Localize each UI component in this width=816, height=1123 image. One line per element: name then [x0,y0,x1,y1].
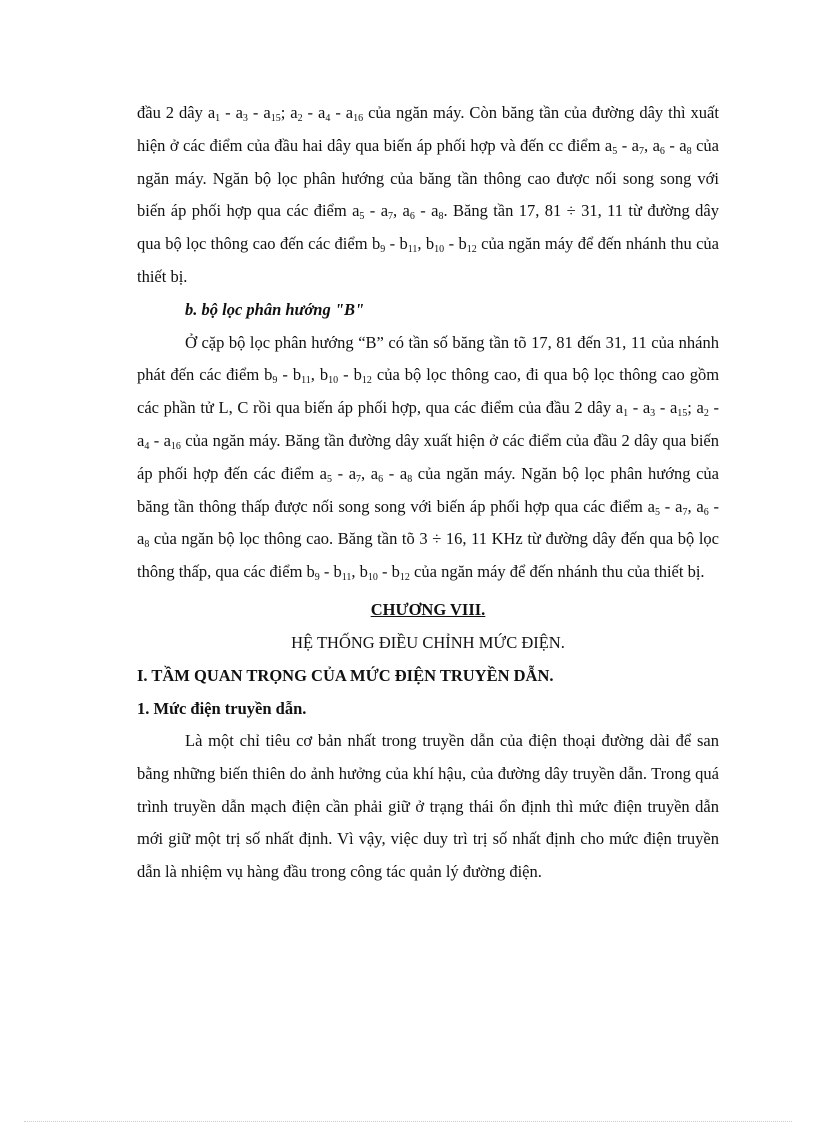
paragraph-section-1: Là một chỉ tiêu cơ bản nhất trong truyền dẫn của điện thoại đường dài để san bằng những biến thiên do ảnh hưởng của khí hậu, của đường dây truyền dẫn. Trong quá trình truyền dẫn mạch điện cần phải giữ ở trạng thái ổn định thì mức điện truyền dẫn mới giữ một trị số nhất định. Vì vậy, việc duy trì trị số nhất định cho mức điện truyền dẫn là nhiệm vụ hàng đầu trong công tác quản lý đường điện. [137,730,719,882]
page-bottom-divider [24,1121,792,1122]
paragraph-section-b: Ở cặp bộ lọc phân hướng “B” có tần số băng tần tõ 17, 81 đến 31, 11 của nhánh phát đến các điểm $b_9 - b_{11}$, $b_{10} - b_{12}$ của bộ lọc thông cao, đi qua bộ lọc thông cao gồm các phần tử L, C rồi qua biến áp phối hợp, qua các điểm của đầu 2 dây $a_1 - a_3 - a_{15}$; $a_2 - a_4 - a_{16}$ của ngăn máy. Băng tần đường dây xuất hiện ở các điểm của đầu 2 dây qua biến áp phối hợp đến các điểm $a_5 - a_7$, $a_6 - a_8$ của ngăn máy. Ngăn bộ lọc phân hướng của băng tần thông thấp được nối song song với biến áp phối hợp qua các điểm $a_5 - a_7$, $a_6 - a_8$ của ngăn bộ lọc thông cao. Băng tần tõ 3 ÷ 16, 11 KHz từ đường dây đến qua bộ lọc thông thấp, qua các điểm $b_9 - b_{11}$, $b_{10} - b_{12}$ của ngăn máy để đến nhánh thu của thiết bị. [137,332,720,584]
section-1-heading: I. TẦM QUAN TRỌNG CỦA MỨC ĐIỆN TRUYỀN DẪN. [137,665,554,685]
paragraph-section-a-continuation: đầu 2 dây $a_1 - a_3 - a_{15}$; $a_2 - a_4 - a_{16}$ của ngăn máy. Còn băng tần của đường dây thì xuất hiện ở các điểm của đầu hai dây qua biến áp phối hợp và đến cc điểm $a_5 - a_7$, $a_6 - a_8$ của ngăn máy. Ngăn bộ lọc phân hướng của băng tần thông cao được nối song song với biến áp phối hợp qua các điểm $a_5 - a_7$, $a_6 - a_8$. Băng tần 17, 81 ÷ 31, 11 từ đường dây qua bộ lọc thông cao đến các điểm $b_9 - b_{11}$, $b_{10} - b_{12}$ của ngăn máy để đến nhánh thu của thiết bị. [137,103,719,286]
chapter-label: CHƯƠNG VIII. [370,599,486,619]
section-b-heading: b. bộ lọc phân hướng "B" [185,299,365,319]
document-page [137,97,719,889]
chapter-title: HỆ THỐNG ĐIỀU CHỈNH MỨC ĐIỆN. [291,632,565,652]
subsection-1-heading: 1. Mức điện truyền dẫn. [137,698,307,718]
